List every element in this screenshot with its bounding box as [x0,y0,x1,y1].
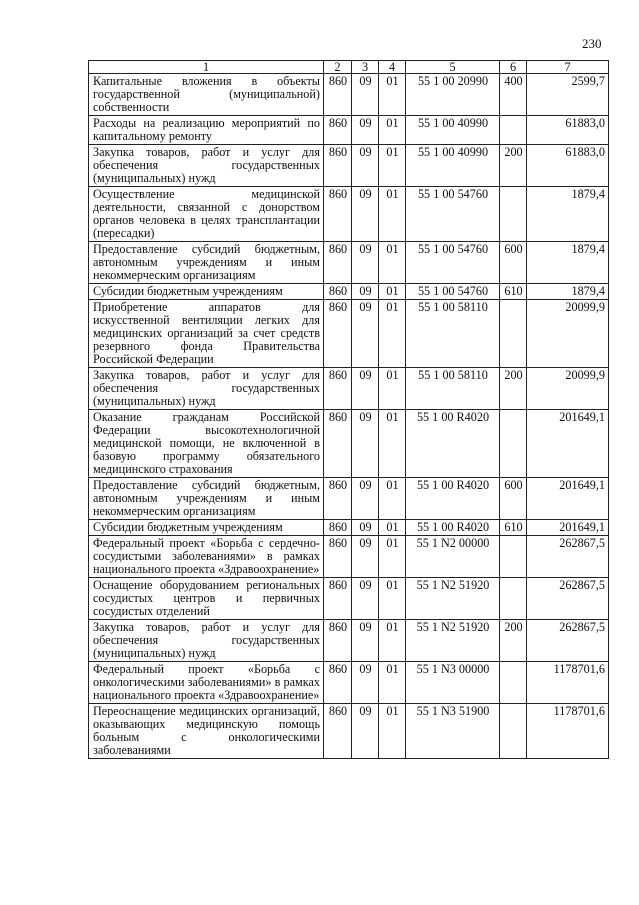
subsection-code-cell: 01 [379,620,406,662]
expense-type-code-cell [500,410,527,478]
ministry-code-cell: 860 [324,662,352,704]
expense-type-code-cell [500,300,527,368]
expense-type-code-cell: 610 [500,284,527,300]
target-item-code-cell: 55 1 00 54760 [406,242,500,284]
target-item-code-cell: 55 1 00 40990 [406,116,500,145]
expense-name-cell: Предоставление субсидий бюджетным, автономным учреждениям и иным некоммерческим организациям [89,478,324,520]
subsection-code-cell: 01 [379,74,406,116]
ministry-code-cell: 860 [324,704,352,759]
section-code-cell: 09 [352,410,379,478]
section-code-cell: 09 [352,284,379,300]
column-header-1: 1 [89,61,324,74]
table-row [89,116,609,145]
amount-cell: 20099,9 [527,368,609,410]
expense-type-code-cell [500,704,527,759]
amount-cell: 20099,9 [527,300,609,368]
expense-name-cell: Субсидии бюджетным учреждениям [89,284,324,300]
section-code-cell: 09 [352,662,379,704]
expense-name-cell: Осуществление медицинской деятельности, связанной с донорством органов человека в целях трансплантации (пересадки) [89,187,324,242]
section-code-cell: 09 [352,116,379,145]
section-code-cell: 09 [352,520,379,536]
ministry-code-cell: 860 [324,145,352,187]
section-code-cell: 09 [352,300,379,368]
section-code-cell: 09 [352,478,379,520]
expense-type-code-cell [500,116,527,145]
ministry-code-cell: 860 [324,284,352,300]
subsection-code-cell: 01 [379,242,406,284]
section-code-cell: 09 [352,145,379,187]
amount-cell: 1178701,6 [527,662,609,704]
table-row [89,578,609,620]
expense-name-cell: Предоставление субсидий бюджетным, автономным учреждениям и иным некоммерческим организациям [89,242,324,284]
amount-cell: 2599,7 [527,74,609,116]
table-row [89,74,609,116]
section-code-cell: 09 [352,704,379,759]
ministry-code-cell: 860 [324,368,352,410]
ministry-code-cell: 860 [324,520,352,536]
target-item-code-cell: 55 1 N3 00000 [406,662,500,704]
table-row [89,704,609,759]
target-item-code-cell: 55 1 00 58110 [406,368,500,410]
expense-type-code-cell: 600 [500,242,527,284]
header-row [89,61,609,74]
subsection-code-cell: 01 [379,116,406,145]
ministry-code-cell: 860 [324,300,352,368]
column-header-6: 6 [500,61,527,74]
page-number: 230 [582,36,602,51]
column-header-7: 7 [527,61,609,74]
table-row [89,300,609,368]
table-row [89,478,609,520]
expense-name-cell: Приобретение аппаратов для искусственной вентиляции легких для медицинских организаций за счет средств резервного фонда Правительства Российской Федерации [89,300,324,368]
section-code-cell: 09 [352,368,379,410]
subsection-code-cell: 01 [379,300,406,368]
subsection-code-cell: 01 [379,410,406,478]
column-header-2: 2 [324,61,352,74]
subsection-code-cell: 01 [379,662,406,704]
subsection-code-cell: 01 [379,478,406,520]
amount-cell: 1879,4 [527,187,609,242]
expense-type-code-cell: 600 [500,478,527,520]
expense-name-cell: Федеральный проект «Борьба с онкологическими заболеваниями» в рамках национального проекта «Здравоохранение» [89,662,324,704]
expense-name-cell: Оснащение оборудованием региональных сосудистых центров и первичных сосудистых отделений [89,578,324,620]
column-header-3: 3 [352,61,379,74]
amount-cell: 201649,1 [527,520,609,536]
table-row [89,536,609,578]
ministry-code-cell: 860 [324,410,352,478]
table-row [89,284,609,300]
expense-type-code-cell [500,536,527,578]
ministry-code-cell: 860 [324,536,352,578]
subsection-code-cell: 01 [379,145,406,187]
table-row [89,410,609,478]
ministry-code-cell: 860 [324,74,352,116]
subsection-code-cell: 01 [379,520,406,536]
ministry-code-cell: 860 [324,242,352,284]
table-row [89,242,609,284]
target-item-code-cell: 55 1 00 20990 [406,74,500,116]
target-item-code-cell: 55 1 N2 51920 [406,578,500,620]
ministry-code-cell: 860 [324,578,352,620]
expense-name-cell: Закупка товаров, работ и услуг для обеспечения государственных (муниципальных) нужд [89,145,324,187]
expense-type-code-cell [500,187,527,242]
table-row [89,145,609,187]
target-item-code-cell: 55 1 N2 51920 [406,620,500,662]
table-row [89,662,609,704]
subsection-code-cell: 01 [379,187,406,242]
expense-type-code-cell: 200 [500,620,527,662]
target-item-code-cell: 55 1 00 40990 [406,145,500,187]
expense-name-cell: Закупка товаров, работ и услуг для обеспечения государственных (муниципальных) нужд [89,620,324,662]
target-item-code-cell: 55 1 00 54760 [406,284,500,300]
target-item-code-cell: 55 1 N3 51900 [406,704,500,759]
table-body [89,74,609,759]
table-row [89,620,609,662]
expense-name-cell: Федеральный проект «Борьба с сердечно-сосудистыми заболеваниями» в рамках национального проекта «Здравоохранение» [89,536,324,578]
expense-type-code-cell: 610 [500,520,527,536]
amount-cell: 262867,5 [527,578,609,620]
expense-name-cell: Капитальные вложения в объекты государственной (муниципальной) собственности [89,74,324,116]
subsection-code-cell: 01 [379,368,406,410]
amount-cell: 61883,0 [527,116,609,145]
section-code-cell: 09 [352,187,379,242]
target-item-code-cell: 55 1 00 54760 [406,187,500,242]
expense-type-code-cell: 200 [500,368,527,410]
amount-cell: 262867,5 [527,620,609,662]
amount-cell: 201649,1 [527,410,609,478]
column-header-4: 4 [379,61,406,74]
amount-cell: 1178701,6 [527,704,609,759]
ministry-code-cell: 860 [324,620,352,662]
subsection-code-cell: 01 [379,704,406,759]
expense-name-cell: Переоснащение медицинских организаций, оказывающих медицинскую помощь больным с онкологическими заболеваниями [89,704,324,759]
expense-name-cell: Закупка товаров, работ и услуг для обеспечения государственных (муниципальных) нужд [89,368,324,410]
ministry-code-cell: 860 [324,478,352,520]
target-item-code-cell: 55 1 00 58110 [406,300,500,368]
ministry-code-cell: 860 [324,187,352,242]
subsection-code-cell: 01 [379,284,406,300]
expense-name-cell: Субсидии бюджетным учреждениям [89,520,324,536]
table-row [89,520,609,536]
amount-cell: 1879,4 [527,242,609,284]
expense-name-cell: Расходы на реализацию мероприятий по капитальному ремонту [89,116,324,145]
amount-cell: 262867,5 [527,536,609,578]
expense-type-code-cell: 200 [500,145,527,187]
amount-cell: 201649,1 [527,478,609,520]
section-code-cell: 09 [352,242,379,284]
subsection-code-cell: 01 [379,536,406,578]
expense-type-code-cell [500,578,527,620]
target-item-code-cell: 55 1 00 R4020 [406,410,500,478]
section-code-cell: 09 [352,578,379,620]
section-code-cell: 09 [352,74,379,116]
amount-cell: 61883,0 [527,145,609,187]
section-code-cell: 09 [352,536,379,578]
amount-cell: 1879,4 [527,284,609,300]
expense-name-cell: Оказание гражданам Российской Федерации высокотехнологичной медицинской помощи, не включенной в базовую программу обязательного медицинского страхования [89,410,324,478]
section-code-cell: 09 [352,620,379,662]
table-row [89,368,609,410]
subsection-code-cell: 01 [379,578,406,620]
budget-table [88,60,609,759]
target-item-code-cell: 55 1 N2 00000 [406,536,500,578]
table-row [89,187,609,242]
expense-type-code-cell: 400 [500,74,527,116]
target-item-code-cell: 55 1 00 R4020 [406,478,500,520]
ministry-code-cell: 860 [324,116,352,145]
target-item-code-cell: 55 1 00 R4020 [406,520,500,536]
expense-type-code-cell [500,662,527,704]
column-header-5: 5 [406,61,500,74]
